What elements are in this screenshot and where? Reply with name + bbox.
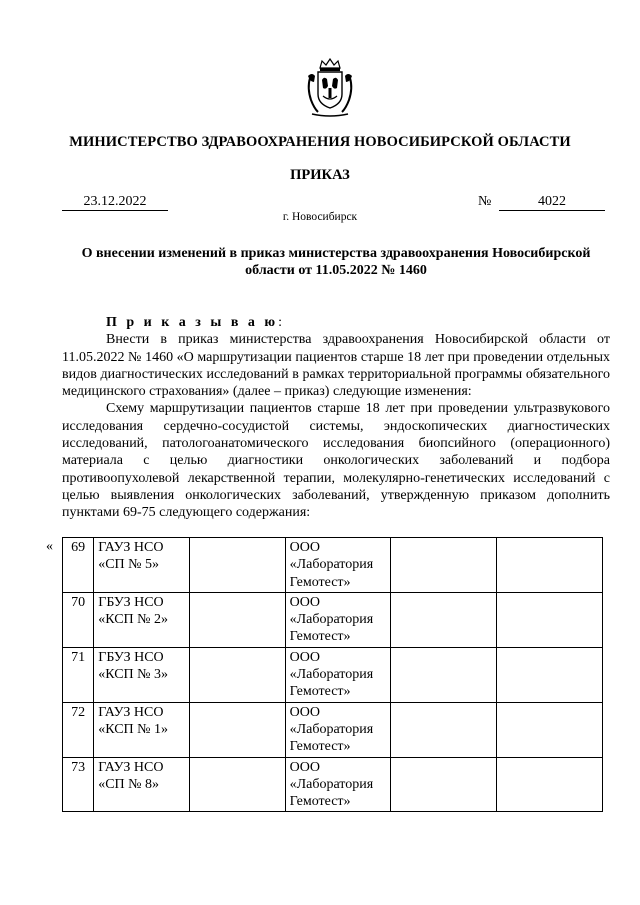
empty-cell bbox=[497, 757, 603, 812]
ministry-name: МИНИСТЕРСТВО ЗДРАВООХРАНЕНИЯ НОВОСИБИРСКОЙ ОБЛАСТИ bbox=[69, 134, 571, 150]
table-open-quote: « bbox=[46, 539, 53, 554]
empty-cell bbox=[497, 592, 603, 647]
laboratory-cell: ООО «Лаборатория Гемотест» bbox=[285, 757, 391, 812]
order-word: П р и к а з ы в а ю bbox=[106, 315, 279, 330]
organization-cell: ГАУЗ НСО «СП № 8» bbox=[94, 757, 190, 812]
paragraph-1: Внести в приказ министерства здравоохранения Новосибирской области от 11.05.2022 № 1460 «О маршрутизации пациентов старше 18 лет при проведении отдельных видов диагностических исследований в рамках территориальной программы обязательного медицинского страхования» (далее – приказ) следующие изменения: bbox=[62, 332, 610, 400]
row-number: 73 bbox=[63, 757, 94, 812]
order-subject: О внесении изменений в приказ министерства здравоохранения Новосибирской области от 11.05.2022 № 1460 bbox=[81, 246, 591, 278]
empty-cell bbox=[189, 592, 285, 647]
laboratory-cell: ООО «Лаборатория Гемотест» bbox=[285, 647, 391, 702]
table-row bbox=[63, 647, 603, 702]
order-number: 4022 bbox=[499, 194, 605, 211]
paragraph-2: Схему маршрутизации пациентов старше 18 лет при проведении ультразвукового исследования сердечно-сосудистой системы, эндоскопических диагностических исследований, патологоанатомического исследования биопсийного (операционного) материала с целью диагностики онкологических заболеваний и подбора противоопухолевой лекарственной терапии, молекулярно-генетических исследований с целью выявления онкологических заболеваний, утвержденную приказом дополнить пунктами 69-75 следующего содержания: bbox=[62, 401, 610, 521]
row-number: 72 bbox=[63, 702, 94, 757]
row-number: 70 bbox=[63, 592, 94, 647]
routing-table bbox=[62, 537, 603, 812]
order-word-line bbox=[62, 314, 610, 331]
empty-cell bbox=[391, 647, 497, 702]
empty-cell bbox=[189, 702, 285, 757]
empty-cell bbox=[189, 757, 285, 812]
empty-cell bbox=[391, 538, 497, 593]
empty-cell bbox=[497, 538, 603, 593]
row-number: 71 bbox=[63, 647, 94, 702]
city: г. Новосибирск bbox=[282, 211, 358, 223]
empty-cell bbox=[391, 757, 497, 812]
organization-cell: ГАУЗ НСО «КСП № 1» bbox=[94, 702, 190, 757]
document-type: ПРИКАЗ bbox=[290, 167, 350, 183]
organization-cell: ГБУЗ НСО «КСП № 2» bbox=[94, 592, 190, 647]
empty-cell bbox=[391, 592, 497, 647]
laboratory-cell: ООО «Лаборатория Гемотест» bbox=[285, 702, 391, 757]
order-date: 23.12.2022 bbox=[62, 194, 168, 211]
laboratory-cell: ООО «Лаборатория Гемотест» bbox=[285, 592, 391, 647]
order-colon: : bbox=[278, 315, 283, 330]
organization-cell: ГБУЗ НСО «КСП № 3» bbox=[94, 647, 190, 702]
table-row bbox=[63, 757, 603, 812]
organization-cell: ГАУЗ НСО «СП № 5» bbox=[94, 538, 190, 593]
coat-of-arms-emblem bbox=[304, 58, 356, 118]
row-number: 69 bbox=[63, 538, 94, 593]
empty-cell bbox=[189, 647, 285, 702]
table-row bbox=[63, 592, 603, 647]
laboratory-cell: ООО «Лаборатория Гемотест» bbox=[285, 538, 391, 593]
empty-cell bbox=[497, 702, 603, 757]
order-body bbox=[62, 314, 610, 522]
empty-cell bbox=[391, 702, 497, 757]
empty-cell bbox=[189, 538, 285, 593]
table-row bbox=[63, 702, 603, 757]
empty-cell bbox=[497, 647, 603, 702]
table-row bbox=[63, 538, 603, 593]
number-sign: № bbox=[478, 194, 492, 209]
